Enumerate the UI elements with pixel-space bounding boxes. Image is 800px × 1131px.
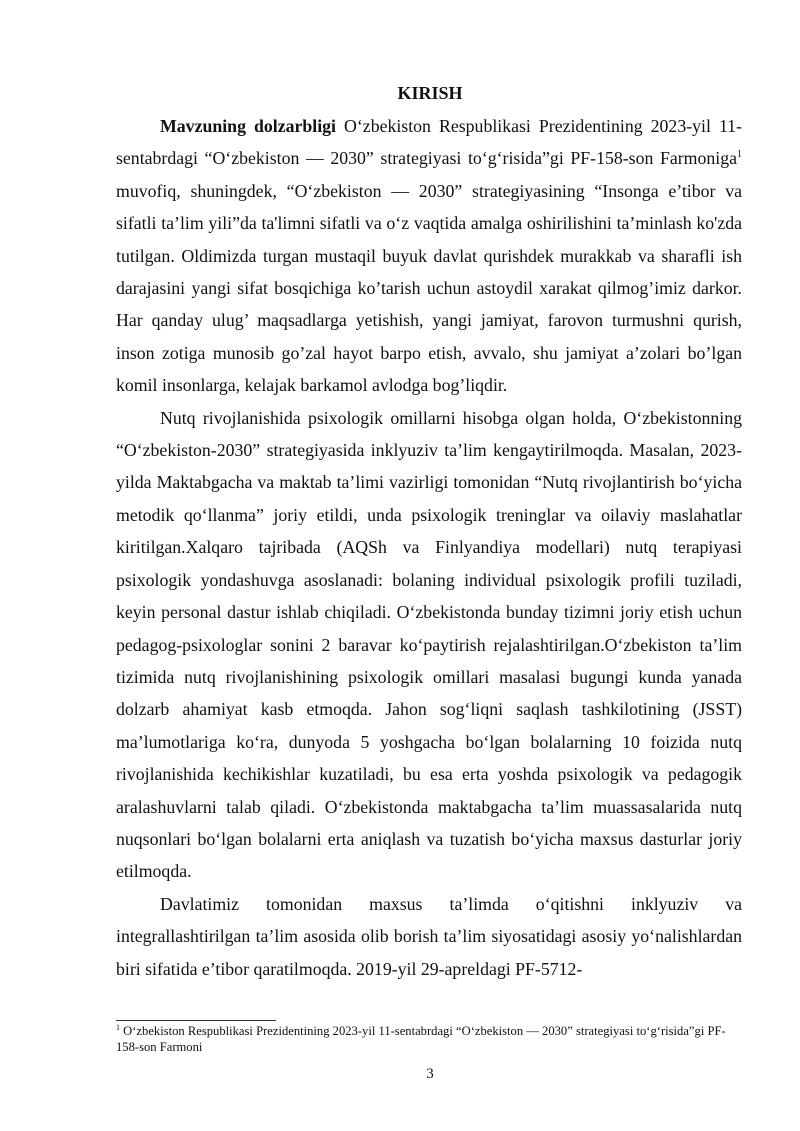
paragraph-2: Nutq rivojlanishida psixologik omillarni hisobga olgan holda, O‘zbekistonning “O‘zbekiston-2030” strategiyasida inklyuziv ta’lim kengaytirilmoqda. Masalan, 2023-yilda Maktabgacha va maktab ta’limi vazirligi tomonidan “Nutq rivojlantirish bo‘yicha metodik qo‘llanma” joriy etildi, unda psixologik treninglar va oilaviy maslahatlar kiritilgan.Xalqaro tajribada (AQSh va Finlyandiya modellari) nutq terapiyasi psixologik yondashuvga asoslanadi: bolaning individual psixologik profili tuziladi, keyin personal dastur ishlab chiqiladi. O‘zbekistonda bunday tizimni joriy etish uchun pedagog-psixologlar sonini 2 baravar ko‘paytirish rejalashtirilgan.O‘zbekiston ta’lim tizimida nutq rivojlanishining psixologik omillari masalasi bugungi kunda yanada dolzarb ahamiyat kasb etmoqda. Jahon sog‘liqni saqlash tashkilotining (JSST) ma’lumotlariga ko‘ra, dunyoda 5 yoshgacha bo‘lgan bolalarning 10 foizida nutq rivojlanishida kechikishlar kuzatiladi, bu esa erta yoshda psixologik va pedagogik aralashuvlarni talab qiladi. O‘zbekistonda maktabgacha ta’lim muassasalarida nutq nuqsonlari bo‘lgan bolalarni erta aniqlash va tuzatish bo‘yicha maxsus dasturlar joriy etilmoqda. xyxy=(116,407,742,882)
footnote-separator xyxy=(116,1020,276,1021)
paragraph-3: Davlatimiz tomonidan maxsus ta’limda o‘qitishni inklyuziv va integrallashtirilgan ta’lim asosida olib borish ta’lim siyosatidagi asosiy yo‘nalishlardan biri sifatida e’tibor qaratilmoqda. 2019-yil 29-apreldagi PF-5712- xyxy=(116,893,742,979)
paragraph-1-text-before-note: O‘zbekiston Respublikasi Prezidentining 2023-yil 11-sentabrdagi “O‘zbekiston — 2030” strategiyasi to‘g‘risida”gi PF-158-son Farmoniga xyxy=(116,116,742,169)
paragraph-1 xyxy=(116,110,742,402)
footnote-text: O‘zbekiston Respublikasi Prezidentining 2023-yil 11-sentabrdagi “O‘zbekiston — 2030” strategiyasi to‘g‘risida”gi PF-158-son Farmoni xyxy=(116,1024,726,1054)
section-title: KIRISH xyxy=(397,83,463,103)
lead-phrase: Mavzuning dolzarbligi xyxy=(160,116,336,136)
footnote-reference[interactable]: 1 xyxy=(737,149,742,161)
page-number: 3 xyxy=(426,1066,434,1082)
footnote-marker: 1 xyxy=(116,1022,120,1032)
paragraph-1-text-after-note: muvofiq, shuningdek, “O‘zbekiston — 2030” strategiyasining “Insonga e’tibor va sifatli ta’lim yili”da ta'limni sifatli va o‘z vaqtida amalga oshirilishini ta’minlash ko'zda tutilgan. Oldimizda turgan mustaqil buyuk davlat qurishdek murakkab va sharafli ish darajasini yangi sifat bosqichiga ko’tarish uchun astoydil xarakat qilmog’imiz darkor. Har qanday ulug’ maqsadlarga yetishish, yangi jamiyat, farovon turmushni qurish, inson zotiga munosib go’zal hayot barpo etish, avvalo, shu jamiyat a’zolari bo’lgan komil insonlarga, kelajak barkamol avlodga bog’liqdir. xyxy=(116,180,742,396)
body-text xyxy=(116,110,742,985)
footnote xyxy=(116,1023,746,1055)
